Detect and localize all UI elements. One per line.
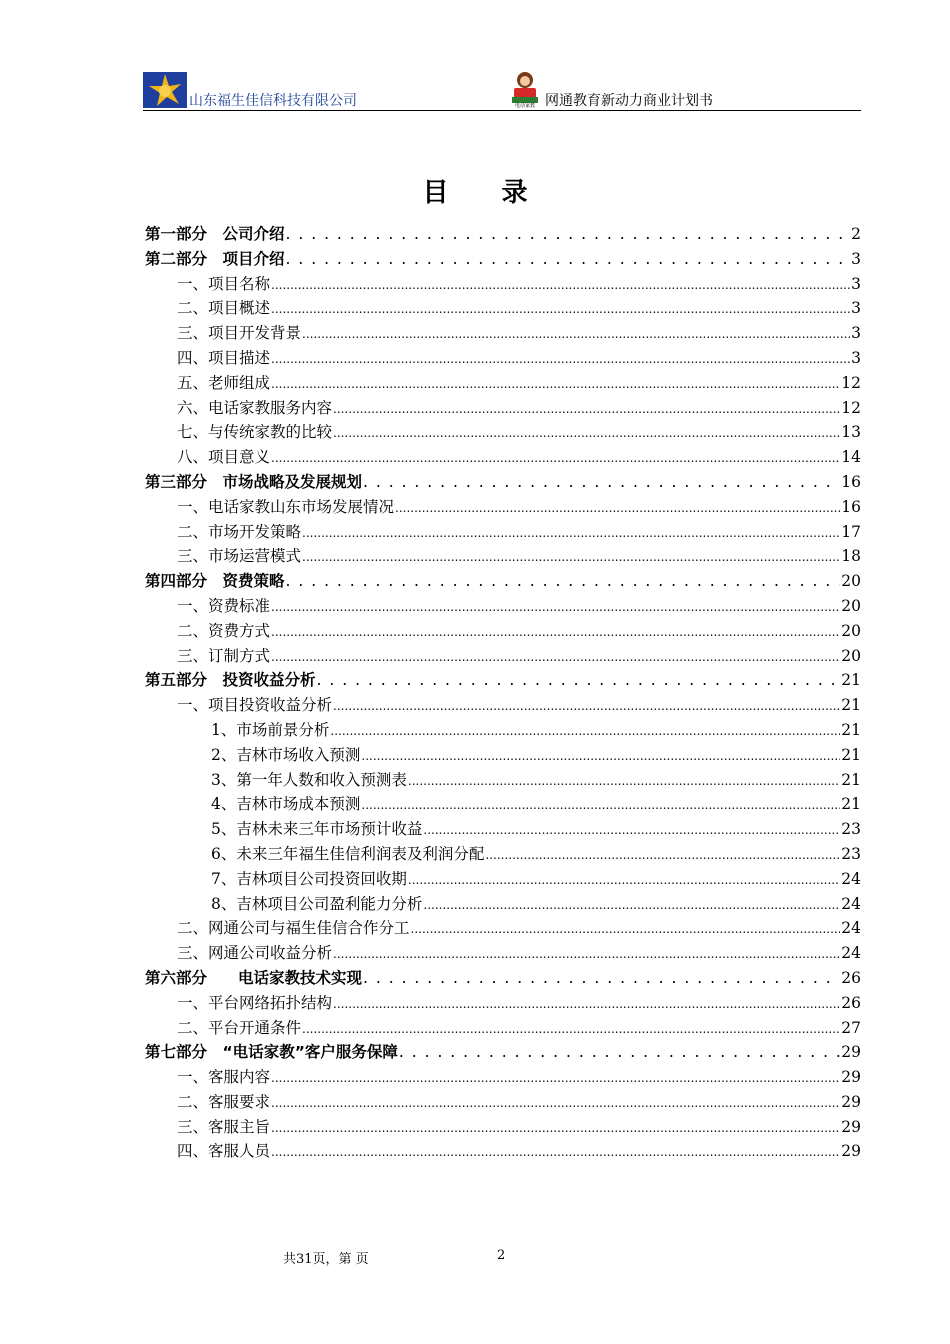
toc-entry[interactable] bbox=[145, 867, 861, 892]
toc-entry-page: 20 bbox=[841, 572, 861, 591]
toc-entry-page: 20 bbox=[841, 596, 861, 615]
toc-leader-dots bbox=[408, 768, 840, 793]
toc-leader-dots bbox=[302, 520, 840, 545]
toc-entry[interactable] bbox=[145, 569, 861, 594]
toc-entry-title: 八、项目意义 bbox=[177, 448, 271, 467]
toc-entry-page: 20 bbox=[841, 646, 861, 665]
toc-entry[interactable] bbox=[145, 916, 861, 941]
toc-entry-page: 26 bbox=[841, 968, 861, 987]
toc-entry-page: 3 bbox=[851, 249, 861, 268]
toc-entry-title: 一、客服内容 bbox=[177, 1068, 271, 1087]
toc-leader-dots bbox=[399, 1040, 840, 1065]
toc-entry-page: 29 bbox=[841, 1043, 861, 1062]
toc-entry-page: 13 bbox=[841, 423, 861, 442]
toc-leader-dots bbox=[271, 594, 840, 619]
logo-badge-text: 电话家教 bbox=[514, 103, 536, 108]
toc-entry-title: 一、项目名称 bbox=[177, 274, 271, 293]
toc-leader-dots bbox=[485, 842, 840, 867]
toc-entry[interactable] bbox=[145, 296, 861, 321]
toc-entry-page: 21 bbox=[841, 770, 861, 789]
toc-entry-title: 第七部分 “电话家教”客户服务保障 bbox=[145, 1043, 398, 1062]
toc-entry-page: 18 bbox=[841, 547, 861, 566]
toc-entry-page: 21 bbox=[841, 795, 861, 814]
toc-entry-title: 第五部分 投资收益分析 bbox=[145, 671, 316, 690]
toc-entry[interactable] bbox=[145, 396, 861, 421]
toc-entry-title: 4、吉林市场成本预测 bbox=[211, 795, 361, 814]
toc-entry-page: 2 bbox=[851, 225, 861, 243]
toc-leader-dots bbox=[271, 445, 840, 470]
toc-entry-title: 第一部分 公司介绍 bbox=[145, 225, 285, 243]
toc-entry[interactable] bbox=[145, 768, 861, 793]
toc-entry-page: 14 bbox=[841, 448, 861, 467]
toc-entry-title: 3、第一年人数和收入预测表 bbox=[211, 770, 407, 789]
toc-entry-page: 3 bbox=[851, 299, 861, 318]
toc-entry[interactable] bbox=[145, 470, 861, 495]
toc-entry-title: 三、市场运营模式 bbox=[177, 547, 302, 566]
toc-entry-page: 17 bbox=[841, 522, 861, 541]
toc-leader-dots bbox=[271, 619, 840, 644]
company-logo-icon bbox=[143, 72, 187, 108]
toc-entry-page: 23 bbox=[841, 820, 861, 839]
toc-entry-title: 五、老师组成 bbox=[177, 373, 271, 392]
toc-entry-title: 第四部分 资费策略 bbox=[145, 572, 285, 591]
toc-entry[interactable] bbox=[145, 644, 861, 669]
toc-entry-title: 一、平台网络拓扑结构 bbox=[177, 993, 333, 1012]
toc-leader-dots bbox=[317, 668, 841, 693]
toc-entry[interactable] bbox=[145, 1065, 861, 1090]
toc-entry[interactable] bbox=[145, 1090, 861, 1115]
toc-entry[interactable] bbox=[145, 445, 861, 470]
toc-entry-title: 三、订制方式 bbox=[177, 646, 271, 665]
toc-leader-dots bbox=[408, 867, 840, 892]
toc-leader-dots bbox=[271, 296, 850, 321]
table-of-contents bbox=[145, 222, 861, 1164]
toc-entry-title: 第六部分 电话家教技术实现 bbox=[145, 968, 363, 987]
toc-leader-dots bbox=[423, 817, 840, 842]
toc-entry-page: 16 bbox=[841, 472, 861, 491]
toc-entry-page: 3 bbox=[851, 274, 861, 293]
toc-entry[interactable] bbox=[145, 1115, 861, 1140]
toc-entry-title: 三、客服主旨 bbox=[177, 1117, 271, 1136]
toc-entry[interactable] bbox=[145, 792, 861, 817]
toc-entry[interactable] bbox=[145, 743, 861, 768]
toc-entry-title: 二、客服要求 bbox=[177, 1092, 271, 1111]
toc-entry-page: 21 bbox=[841, 745, 861, 764]
toc-entry-page: 24 bbox=[841, 919, 861, 938]
toc-entry[interactable] bbox=[145, 817, 861, 842]
toc-entry[interactable] bbox=[145, 247, 861, 272]
toc-entry-title: 6、未来三年福生佳信利润表及利润分配 bbox=[211, 844, 485, 863]
toc-entry[interactable] bbox=[145, 520, 861, 545]
toc-entry-page: 29 bbox=[841, 1092, 861, 1111]
toc-entry[interactable] bbox=[145, 966, 861, 991]
toc-leader-dots bbox=[271, 346, 850, 371]
toc-leader-dots bbox=[363, 470, 840, 495]
toc-entry-page: 24 bbox=[841, 894, 861, 913]
toc-title: 目 录 bbox=[422, 178, 550, 208]
toc-entry-page: 21 bbox=[841, 720, 861, 739]
toc-leader-dots bbox=[271, 371, 840, 396]
toc-entry[interactable] bbox=[145, 668, 861, 693]
toc-leader-dots bbox=[330, 718, 840, 743]
page-count-text: 共31页，第 页 bbox=[283, 1252, 369, 1267]
toc-entry-page: 23 bbox=[841, 844, 861, 863]
toc-leader-dots bbox=[363, 966, 840, 991]
page-header bbox=[143, 70, 861, 111]
toc-leader-dots bbox=[395, 495, 840, 520]
tutor-mascot-logo-icon bbox=[508, 70, 542, 108]
toc-entry-title: 四、项目描述 bbox=[177, 348, 271, 367]
toc-entry[interactable] bbox=[145, 346, 861, 371]
toc-entry[interactable] bbox=[145, 941, 861, 966]
toc-entry-title: 三、项目开发背景 bbox=[177, 324, 302, 343]
toc-entry[interactable] bbox=[145, 619, 861, 644]
toc-entry-title: 8、吉林项目公司盈利能力分析 bbox=[211, 894, 423, 913]
toc-leader-dots bbox=[271, 1090, 840, 1115]
toc-entry-page: 27 bbox=[841, 1018, 861, 1037]
toc-leader-dots bbox=[271, 1139, 840, 1164]
toc-entry-title: 第二部分 项目介绍 bbox=[145, 249, 285, 268]
toc-entry[interactable] bbox=[145, 842, 861, 867]
toc-entry[interactable] bbox=[145, 991, 861, 1016]
toc-entry-title: 1、市场前景分析 bbox=[211, 720, 330, 739]
toc-entry-page: 16 bbox=[841, 497, 861, 516]
plan-title: 网通教育新动力商业计划书 bbox=[545, 93, 713, 109]
toc-leader-dots bbox=[271, 1065, 840, 1090]
toc-entry-title: 7、吉林项目公司投资回收期 bbox=[211, 869, 407, 888]
toc-entry-title: 二、资费方式 bbox=[177, 621, 271, 640]
toc-leader-dots bbox=[361, 743, 840, 768]
toc-leader-dots bbox=[333, 693, 840, 718]
toc-entry-title: 一、电话家教山东市场发展情况 bbox=[177, 497, 395, 516]
toc-entry-page: 3 bbox=[851, 324, 861, 343]
toc-leader-dots bbox=[302, 1016, 840, 1041]
toc-entry[interactable] bbox=[145, 718, 861, 743]
toc-leader-dots bbox=[333, 991, 840, 1016]
toc-entry-page: 24 bbox=[841, 869, 861, 888]
toc-entry[interactable] bbox=[145, 544, 861, 569]
toc-leader-dots bbox=[333, 396, 840, 421]
toc-entry-title: 一、资费标准 bbox=[177, 596, 271, 615]
toc-entry-title: 二、市场开发策略 bbox=[177, 522, 302, 541]
toc-entry-title: 二、项目概述 bbox=[177, 299, 271, 318]
toc-leader-dots bbox=[286, 222, 851, 247]
toc-entry[interactable] bbox=[145, 1016, 861, 1041]
toc-entry-page: 26 bbox=[841, 993, 861, 1012]
toc-leader-dots bbox=[286, 247, 851, 272]
toc-entry[interactable] bbox=[145, 272, 861, 297]
toc-entry-page: 24 bbox=[841, 944, 861, 963]
toc-entry-title: 六、电话家教服务内容 bbox=[177, 398, 333, 417]
toc-entry[interactable] bbox=[145, 1040, 861, 1065]
toc-entry[interactable] bbox=[145, 693, 861, 718]
toc-entry-title: 第三部分 市场战略及发展规划 bbox=[145, 472, 363, 491]
toc-entry-page: 20 bbox=[841, 621, 861, 640]
toc-entry-title: 一、项目投资收益分析 bbox=[177, 696, 333, 715]
toc-leader-dots bbox=[271, 1115, 840, 1140]
toc-entry-page: 12 bbox=[841, 398, 861, 417]
toc-leader-dots bbox=[271, 644, 840, 669]
toc-entry-page: 21 bbox=[841, 696, 861, 715]
toc-leader-dots bbox=[361, 792, 840, 817]
toc-entry[interactable] bbox=[145, 495, 861, 520]
toc-entry-page: 12 bbox=[841, 373, 861, 392]
toc-leader-dots bbox=[411, 916, 841, 941]
toc-entry-page: 29 bbox=[841, 1142, 861, 1161]
company-name: 山东福生佳信科技有限公司 bbox=[189, 93, 357, 109]
toc-leader-dots bbox=[333, 420, 840, 445]
toc-entry-page: 21 bbox=[841, 671, 861, 690]
page-number: 2 bbox=[497, 1248, 506, 1263]
toc-leader-dots bbox=[302, 544, 840, 569]
toc-entry[interactable] bbox=[145, 892, 861, 917]
toc-entry[interactable] bbox=[145, 1139, 861, 1164]
toc-leader-dots bbox=[423, 892, 840, 917]
toc-entry[interactable] bbox=[145, 222, 861, 247]
toc-entry-title: 四、客服人员 bbox=[177, 1142, 271, 1161]
toc-leader-dots bbox=[271, 272, 850, 297]
toc-entry-title: 2、吉林市场收入预测 bbox=[211, 745, 361, 764]
toc-entry-title: 七、与传统家教的比较 bbox=[177, 423, 333, 442]
toc-entry-page: 3 bbox=[851, 348, 861, 367]
toc-entry-title: 三、网通公司收益分析 bbox=[177, 944, 333, 963]
toc-leader-dots bbox=[302, 321, 850, 346]
toc-entry-title: 5、吉林未来三年市场预计收益 bbox=[211, 820, 423, 839]
toc-entry[interactable] bbox=[145, 594, 861, 619]
toc-leader-dots bbox=[286, 569, 841, 594]
toc-entry[interactable] bbox=[145, 371, 861, 396]
toc-entry-title: 二、网通公司与福生佳信合作分工 bbox=[177, 919, 410, 938]
toc-entry-page: 29 bbox=[841, 1068, 861, 1087]
toc-entry-title: 二、平台开通条件 bbox=[177, 1018, 302, 1037]
toc-leader-dots bbox=[333, 941, 840, 966]
toc-entry[interactable] bbox=[145, 420, 861, 445]
toc-entry-page: 29 bbox=[841, 1117, 861, 1136]
toc-entry[interactable] bbox=[145, 321, 861, 346]
